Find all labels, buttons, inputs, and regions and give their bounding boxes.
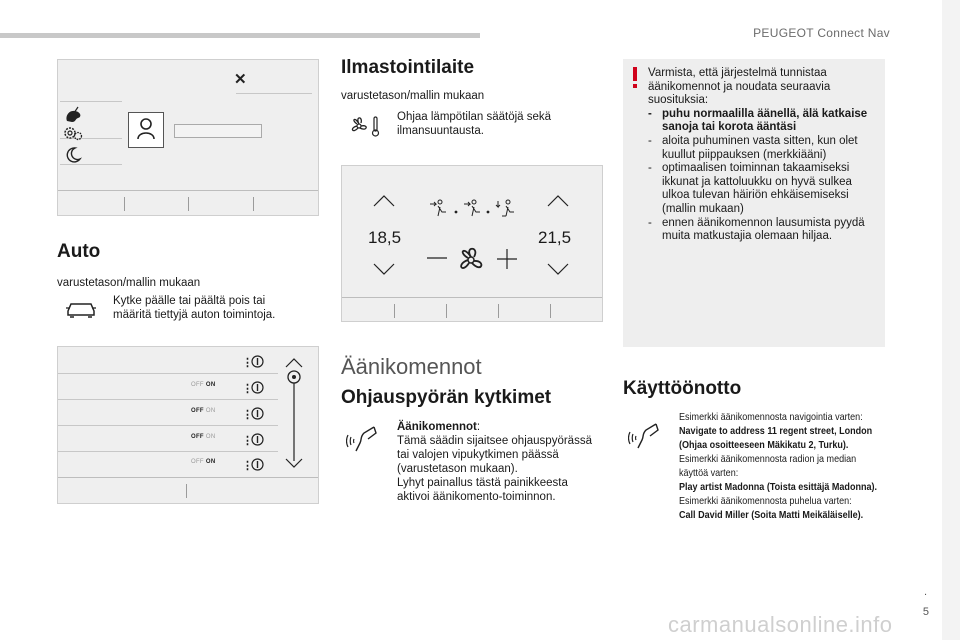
info-icon[interactable] bbox=[251, 381, 264, 394]
kayttoonotto-examples bbox=[679, 410, 885, 522]
profile-name-field[interactable] bbox=[174, 124, 262, 138]
example-intro: Esimerkki äänikomennosta puhelua varten: bbox=[679, 495, 852, 507]
profile-button[interactable] bbox=[128, 112, 164, 148]
color-palette-icon[interactable] bbox=[64, 106, 84, 124]
page-edge-strip bbox=[942, 0, 960, 640]
vehicle-settings-illustration bbox=[57, 346, 319, 504]
ilmastointi-variant-note: varustetason/mallin mukaan bbox=[341, 90, 485, 102]
toggle-switch[interactable]: OFF ON bbox=[191, 434, 216, 440]
auto-variant-note: varustetason/mallin mukaan bbox=[57, 277, 201, 289]
toggle-switch[interactable]: OFF ON bbox=[191, 382, 216, 388]
warning-item: - ennen äänikomennon lausumista pyydä muita matkustajia olemaan hiljaa. bbox=[648, 216, 865, 243]
ilmastointi-heading: Ilmastointilaite bbox=[341, 57, 475, 78]
kayttoonotto-heading: Käyttöönotto bbox=[623, 378, 742, 399]
header-rule bbox=[0, 33, 480, 38]
voice-command-icon bbox=[346, 423, 378, 453]
car-icon bbox=[64, 297, 98, 319]
chevron-down-icon[interactable] bbox=[372, 262, 396, 276]
auto-screen-illustration bbox=[57, 59, 319, 216]
fan-temperature-icon bbox=[347, 114, 381, 138]
example-intro: Esimerkki äänikomennosta navigointia varten: bbox=[679, 411, 863, 423]
aanikomennot-heading: Äänikomennot bbox=[341, 354, 482, 379]
toggle-switch[interactable]: OFF ON bbox=[191, 408, 216, 414]
kayttoonotto-section bbox=[623, 378, 741, 400]
voice-command-icon bbox=[628, 420, 660, 450]
info-icon[interactable] bbox=[251, 355, 264, 368]
settings-gear-icon[interactable] bbox=[62, 124, 84, 142]
menu-dots-icon[interactable]: ⋮ bbox=[242, 460, 253, 472]
exclamation-icon bbox=[631, 67, 639, 89]
warning-intro: Varmista, että järjestelmä tunnistaa äänikomennot ja noudata seuraavia suosituksia: bbox=[648, 67, 831, 107]
aanikomennot-text: Äänikomennot: Tämä säädin sijaitsee ohjauspyörässä tai valojen vipukytkimen päässä (varustetason mukaan). Lyhyt painallus tästä painikkeesta aktivoi äänikomento-toiminnon. bbox=[397, 421, 592, 503]
aanikomennot-label: Äänikomennot bbox=[397, 421, 477, 433]
warning-list bbox=[648, 108, 880, 244]
ilmastointi-section bbox=[341, 57, 474, 79]
aanikomennot-section bbox=[341, 354, 482, 380]
warning-item: - aloita puhuminen vasta sitten, kun olet kuullut piippauksen (merkkiääni) bbox=[648, 134, 858, 161]
watermark: carmanualsonline.info bbox=[668, 612, 893, 637]
climate-screen-illustration bbox=[341, 165, 603, 322]
warning-item: - puhu normaalilla äänellä, älä katkaise sanoja tai korota ääntäsi bbox=[648, 107, 868, 134]
temperature-right: 21,5 bbox=[538, 228, 572, 247]
example-command: Navigate to address 11 regent street, London (Ohjaa osoitteeseen Mäkikatu 2, Turku). bbox=[679, 425, 873, 451]
menu-dots-icon[interactable]: ⋮ bbox=[242, 383, 253, 395]
ilmastointi-description: Ohjaa lämpötilan säätöjä sekä ilmansuuntausta. bbox=[397, 111, 552, 137]
aanikomennot-location-text: Tämä säädin sijaitsee ohjauspyörässä tai valojen vipukytkimen päässä (varustetason mukaan). bbox=[397, 435, 592, 475]
menu-dots-icon[interactable]: ⋮ bbox=[242, 435, 253, 447]
info-icon[interactable] bbox=[251, 458, 264, 471]
chevron-up-icon[interactable] bbox=[546, 194, 570, 208]
example-command: Call David Miller (Soita Matti Meikäläiselle). bbox=[679, 509, 864, 521]
chevron-down-icon[interactable] bbox=[546, 262, 570, 276]
example-intro: Esimerkki äänikomennosta radion ja median käyttöä varten: bbox=[679, 453, 857, 479]
auto-section bbox=[57, 241, 100, 263]
page-dot: . bbox=[923, 586, 927, 598]
person-icon bbox=[129, 113, 163, 147]
scroll-slider[interactable] bbox=[282, 355, 306, 471]
warning-box bbox=[623, 59, 885, 347]
manual-title: PEUGEOT Connect Nav bbox=[753, 26, 890, 40]
ohjauspyora-heading: Ohjauspyörän kytkimet bbox=[341, 387, 552, 408]
temperature-left: 18,5 bbox=[368, 228, 402, 247]
auto-heading: Auto bbox=[57, 241, 101, 262]
example-command: Play artist Madonna (Toista esittäjä Madonna). bbox=[679, 481, 878, 493]
menu-dots-icon[interactable]: ⋮ bbox=[242, 409, 253, 421]
fan-speed-decrease-icon[interactable] bbox=[426, 256, 448, 260]
auto-description: Kytke päälle tai päältä pois tai määritä tiettyjä auton toimintoja. bbox=[113, 295, 276, 321]
menu-dots-icon[interactable]: ⋮ bbox=[242, 357, 253, 369]
page-number: 5 bbox=[922, 606, 929, 618]
close-icon[interactable]: ✕ bbox=[234, 71, 247, 88]
fan-speed-increase-icon[interactable] bbox=[496, 248, 518, 270]
chevron-up-icon[interactable] bbox=[372, 194, 396, 208]
night-mode-moon-icon[interactable] bbox=[64, 146, 82, 164]
air-distribution-icon[interactable] bbox=[428, 198, 524, 220]
info-icon[interactable] bbox=[251, 433, 264, 446]
warning-item: - optimaalisen toiminnan takaamiseksi ikkunat ja kattoluukku on hyvä sulkea ulkoa tulevan häiriön ehkäisemiseksi (mallin mukaan) bbox=[648, 162, 852, 215]
fan-icon[interactable] bbox=[454, 244, 488, 276]
aanikomennot-press-text: Lyhyt painallus tästä painikkeesta aktivoi äänikomento-toiminnon. bbox=[397, 477, 568, 503]
toggle-switch[interactable]: OFF ON bbox=[191, 459, 216, 465]
info-icon[interactable] bbox=[251, 407, 264, 420]
